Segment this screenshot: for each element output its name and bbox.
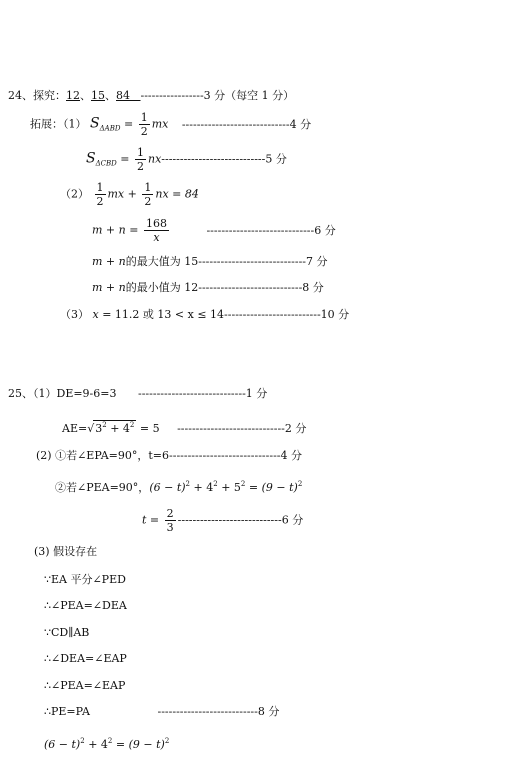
text: ∴PE=PA	[44, 705, 90, 718]
den: x	[153, 231, 160, 244]
exp: 2	[213, 480, 218, 488]
num: 2	[166, 507, 174, 520]
expr: t =	[142, 513, 160, 527]
q25-line-1	[8, 388, 267, 399]
expr: 13 < x ≤ 14	[157, 308, 225, 321]
proof-line-4	[44, 653, 127, 664]
exp: 2	[80, 737, 85, 745]
den: 2	[136, 160, 144, 173]
exp: 2	[129, 421, 135, 429]
q24-expand-1	[30, 112, 311, 137]
num: 1	[96, 181, 104, 194]
proof-line-5	[44, 680, 125, 691]
q24-line-1	[8, 90, 294, 101]
term: 3	[95, 422, 103, 435]
expr: m + n	[92, 281, 126, 294]
part2b-label: ②若∠PEA=90°，	[55, 481, 150, 494]
q24-mn-frac	[92, 218, 336, 243]
score-4: -----------------------------6 分	[206, 223, 336, 237]
final-equation	[44, 738, 169, 750]
nx: nx	[147, 152, 162, 166]
score-9: -----------------------------2 分	[177, 422, 307, 435]
score-8: -----------------------------1 分	[138, 387, 268, 400]
fraction-half	[95, 182, 106, 207]
proof-line-3	[44, 627, 89, 638]
q25-part2b	[55, 481, 302, 493]
fraction-half	[135, 147, 146, 172]
expr: m + n	[92, 255, 126, 268]
answer-1: 12	[66, 89, 80, 102]
q25-head: 25、（1）DE=9-6=3	[8, 387, 117, 400]
text: ∵CD∥AB	[44, 626, 90, 639]
num: 1	[140, 111, 148, 124]
expr: m + n =	[92, 223, 139, 237]
eq: =	[123, 117, 134, 131]
den: 2	[140, 125, 148, 138]
fraction-two-thirds	[165, 508, 176, 533]
num: 1	[136, 146, 144, 159]
expr: = (9 − t)	[115, 738, 165, 751]
q25-t	[142, 508, 303, 533]
expr: = (9 − t)	[248, 481, 298, 494]
part-label: （2）	[60, 187, 89, 201]
exp: 2	[102, 421, 107, 429]
ae-result: = 5	[139, 422, 160, 435]
sqrt-sign: √	[87, 422, 95, 435]
text: ∵EA 平分∠PED	[44, 573, 126, 586]
expand-label: 拓展：（1）	[30, 117, 87, 131]
radicand	[93, 420, 136, 434]
score-11: ---------------------------8 分	[157, 705, 280, 718]
sep: 、	[105, 89, 116, 102]
score-7: --------------------------10 分	[224, 308, 350, 321]
q25-ae	[62, 420, 306, 434]
q24-expand-2	[86, 147, 287, 172]
s-subscript: ΔABD	[99, 124, 121, 133]
expr: (6 − t)	[149, 481, 186, 494]
text: ∴∠PEA=∠EAP	[44, 679, 126, 692]
num: 168	[145, 217, 167, 230]
den: 2	[96, 195, 104, 208]
exp: 2	[297, 480, 303, 488]
exp: 2	[164, 737, 170, 745]
score-5: 的最大值为 15-----------------------------7 分	[125, 255, 328, 268]
s-symbol: S	[90, 115, 100, 132]
proof-line-1	[44, 574, 126, 585]
part3-label: (3) 假设存在	[34, 545, 98, 558]
answer-3: 84	[116, 89, 130, 102]
fraction-half	[142, 182, 153, 207]
exp: 2	[240, 480, 246, 488]
score-6: 的最小值为 12----------------------------8 分	[125, 281, 324, 294]
expr: + 5	[221, 481, 241, 494]
q24-min	[92, 282, 324, 293]
var-x: x	[92, 308, 99, 321]
expr: mx +	[107, 187, 137, 201]
score-2: -----------------------------4 分	[181, 117, 312, 131]
score-1: -----------------3 分（每空 1 分）	[140, 89, 295, 102]
exp: 2	[107, 737, 113, 745]
score-3: ----------------------------5 分	[161, 152, 287, 166]
score-10: ----------------------------6 分	[177, 513, 304, 527]
q24-part3	[60, 309, 349, 320]
q24-part2	[60, 182, 199, 207]
ae-label: AE=	[62, 422, 88, 435]
expr: (6 − t)	[44, 738, 81, 751]
sep: 、	[80, 89, 91, 102]
s-subscript: ΔCBD	[95, 159, 117, 168]
s-symbol: S	[86, 150, 96, 167]
exp: 2	[185, 480, 190, 488]
fraction-168	[144, 218, 169, 243]
part2a: (2) ①若∠EPA=90°，t=6------------------------------4 分	[36, 449, 303, 462]
expr: + 4	[193, 481, 214, 494]
expr: = 11.2 或	[102, 308, 154, 321]
proof-line-6	[44, 706, 279, 717]
mx: mx	[151, 117, 169, 131]
text: ∴∠DEA=∠EAP	[44, 652, 127, 665]
q24-head: 24、探究：	[8, 89, 66, 102]
den: 3	[166, 521, 174, 534]
answer-2: 15	[91, 89, 105, 102]
q25-part3	[34, 546, 97, 557]
underline-pad	[130, 89, 141, 102]
text: ∴∠PEA=∠DEA	[44, 599, 127, 612]
expr: + 4	[88, 738, 108, 751]
fraction-half	[139, 112, 150, 137]
q24-max	[92, 256, 328, 267]
expr: nx = 84	[155, 187, 199, 201]
proof-line-2	[44, 600, 127, 611]
term: + 4	[110, 422, 130, 435]
num: 1	[144, 181, 152, 194]
den: 2	[144, 195, 152, 208]
q25-part2a	[36, 450, 302, 461]
part-label: （3）	[60, 308, 89, 321]
eq: =	[120, 152, 130, 166]
